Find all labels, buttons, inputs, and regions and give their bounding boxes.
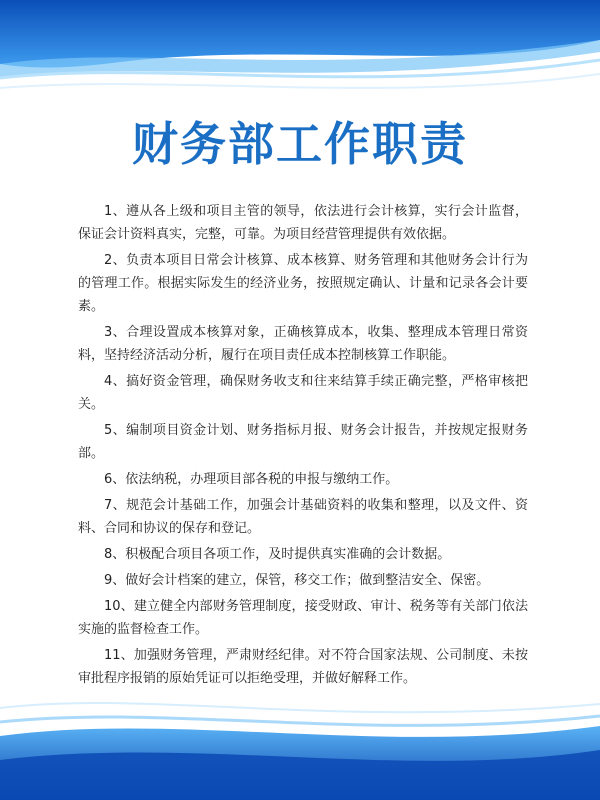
list-item: 4、搞好资金管理，确保财务收支和往来结算手续正确完整，严格审核把关。 — [78, 374, 528, 412]
list-item: 2、负责本项目日常会计核算、成本核算、财务管理和其他财务会计行为的管理工作。根据实际发生的经济业务，按照规定确认、计量和记录各会计要素。 — [78, 253, 528, 314]
list-item: 11、加强财务管理，严肃财经纪律。对不符合国家法规、公司制度、未按审批程序报销的原始凭证可以拒绝受理，并做好解释工作。 — [78, 648, 528, 686]
list-item: 6、依法纳税，办理项目部各税的申报与缴纳工作。 — [104, 472, 399, 487]
duty-list — [78, 200, 528, 693]
list-item: 1、遵从各上级和项目主管的领导，依法进行会计核算，实行会计监督，保证会计资料真实，完整，可靠。为项目经营管理提供有效依据。 — [78, 204, 528, 242]
list-item: 8、积极配合项目各项工作，及时提供真实准确的会计数据。 — [104, 547, 451, 562]
page-title: 财务部工作职责 — [132, 117, 468, 171]
list-item: 10、建立健全内部财务管理制度，接受财政、审计、税务等有关部门依法实施的监督检查工作。 — [78, 599, 528, 637]
list-item: 9、做好会计档案的建立，保管，移交工作；做到整洁安全、保密。 — [104, 573, 490, 588]
list-item: 5、编制项目资金计划、财务指标月报、财务会计报告，并按规定报财务部。 — [78, 423, 528, 461]
list-item: 7、规范会计基础工作，加强会计基础资料的收集和整理，以及文件、资料、合同和协议的保存和登记。 — [78, 498, 528, 536]
list-item: 3、合理设置成本核算对象，正确核算成本，收集、整理成本管理日常资料，坚持经济活动分析，履行在项目责任成本控制核算工作职能。 — [78, 325, 528, 363]
